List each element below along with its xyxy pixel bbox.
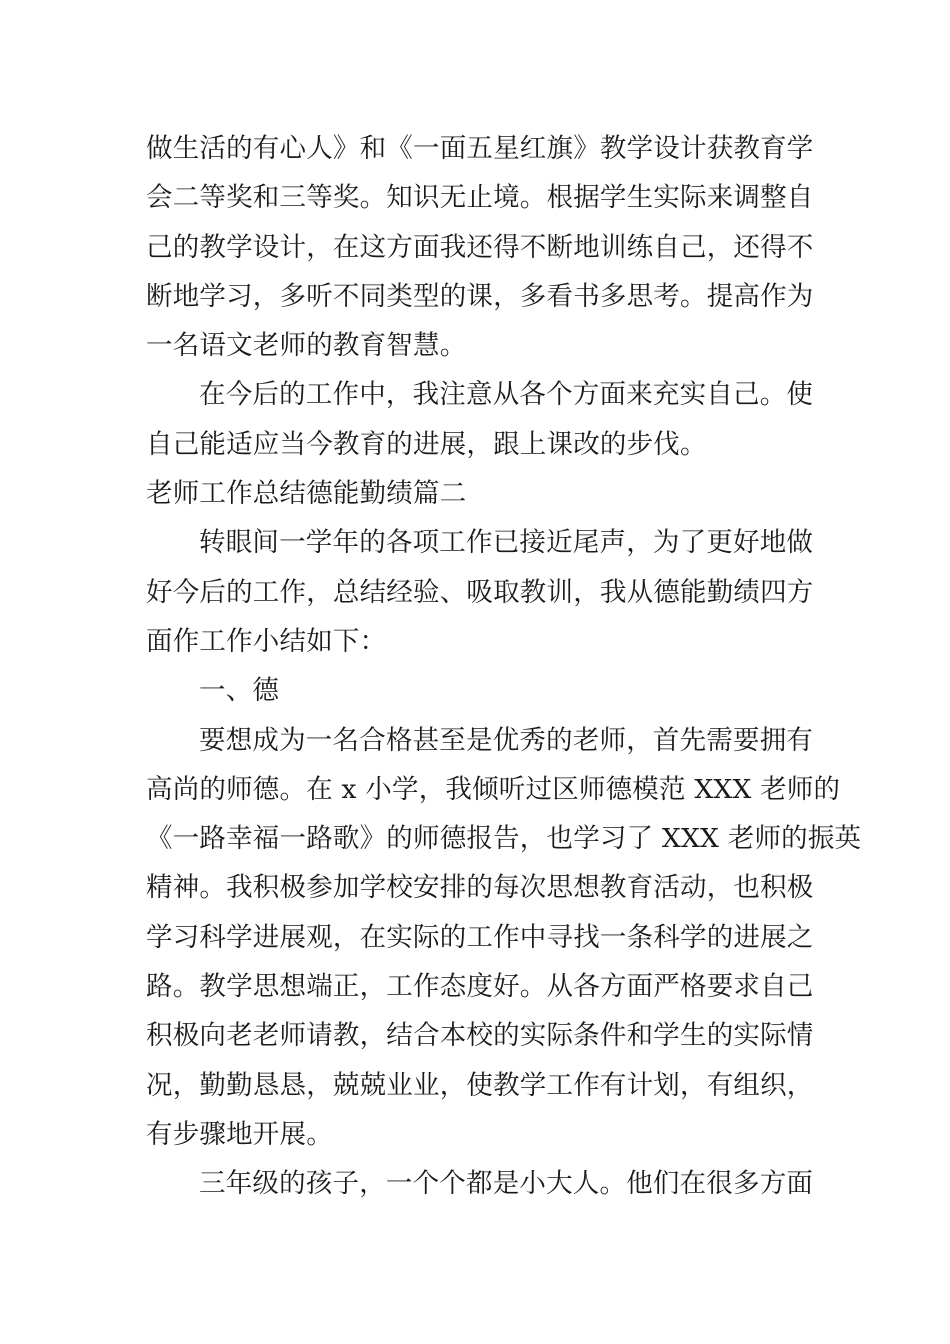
section-heading: 老师工作总结德能勤绩篇二 — [146, 478, 467, 510]
paragraph-start-line: 三年级的孩子，一个个都是小大人。他们在很多方面 — [199, 1168, 814, 1200]
body-line: 做生活的有心人》和《一面五星红旗》教学设计获教育学 — [146, 133, 814, 164]
paragraph-start-line: 在今后的工作中，我注意从各个方面来充实自己。使 — [199, 379, 814, 411]
body-line: 《一路幸福一路歌》的师德报告，也学习了 XXX 老师的振英 — [146, 823, 862, 855]
body-line: 高尚的师德。在 x 小学，我倾听过区师德模范 XXX 老师的 — [146, 773, 841, 805]
body-line: 积极向老老师请教，结合本校的实际条件和学生的实际情 — [146, 1020, 814, 1052]
body-line: 学习科学进展观，在实际的工作中寻找一条科学的进展之 — [146, 921, 814, 953]
body-line: 况，勤勤恳恳，兢兢业业，使教学工作有计划，有组织， — [146, 1069, 814, 1101]
body-line: 断地学习，多听不同类型的课，多看书多思考。提高作为 — [146, 280, 814, 312]
body-line: 路。教学思想端正，工作态度好。从各方面严格要求自己 — [146, 971, 814, 1003]
paragraph-start-line: 要想成为一名合格甚至是优秀的老师，首先需要拥有 — [199, 724, 814, 756]
body-line: 好今后的工作，总结经验、吸取教训，我从德能勤绩四方 — [146, 576, 814, 608]
body-line: 精神。我积极参加学校安排的每次思想教育活动，也积极 — [146, 872, 814, 904]
subsection-heading: 一、德 — [199, 675, 280, 707]
body-line: 一名语文老师的教育智慧。 — [146, 330, 467, 362]
body-line: 自己能适应当今教育的进展，跟上课改的步伐。 — [146, 428, 707, 460]
document-body — [146, 124, 862, 1209]
body-line: 有步骤地开展。 — [146, 1118, 333, 1150]
body-line: 会二等奖和三等奖。知识无止境。根据学生实际来调整自 — [146, 182, 814, 214]
body-line: 己的教学设计，在这方面我还得不断地训练自己，还得不 — [146, 231, 814, 263]
paragraph-start-line: 转眼间一学年的各项工作已接近尾声，为了更好地做 — [199, 527, 814, 559]
body-line: 面作工作小结如下： — [146, 625, 387, 657]
